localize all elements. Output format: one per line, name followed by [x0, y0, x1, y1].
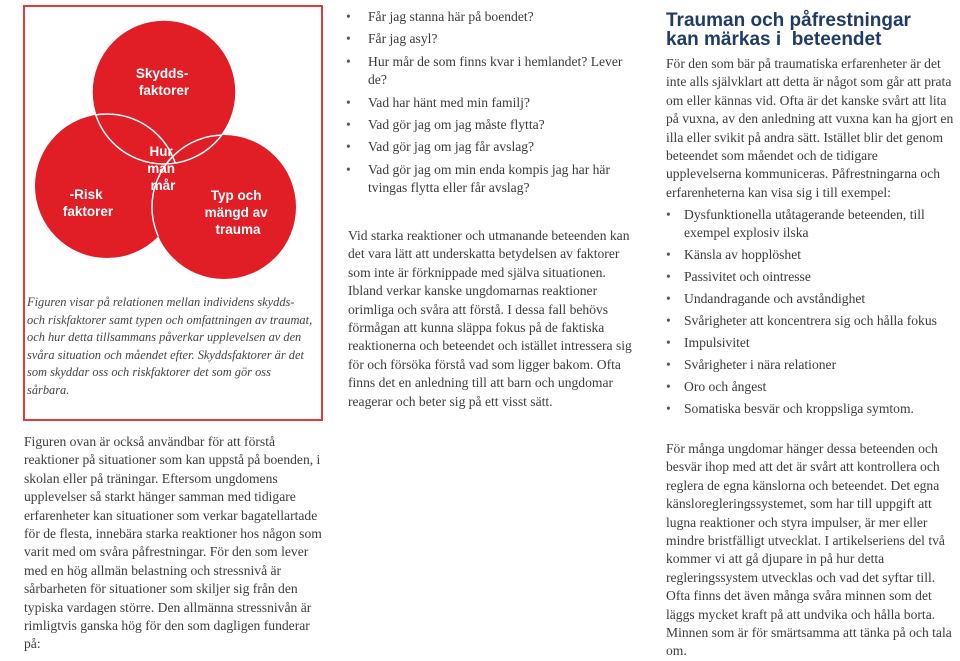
list-item: • Vad gör jag om jag måste flytta?: [340, 116, 640, 134]
list-item: • Somatiska besvär och kroppsliga symtom.: [666, 400, 958, 418]
list-item: • Vad gör jag om min enda kompis jag har här tvingas flytta eller får avslag?: [340, 161, 640, 198]
list-item: • Passivitet och ointresse: [666, 268, 958, 286]
list-item: • Impulsivitet: [666, 334, 958, 352]
list-item: • Vad gör jag om jag får avslag?: [340, 138, 640, 156]
list-item: • Dysfunktionella utåtagerande beteenden, till exempel explosiv ilska: [666, 206, 958, 243]
column1-paragraph: Figuren ovan är också användbar för att förstå reaktioner på situationer som kan uppstå på boenden, i skolan eller på träningar. Eftersom ungdomens upplevelser så starkt hänger samman med tidigare erfarenheter kan situationer som verkar bagatellartade för de flesta, innebära starka reaktioner hos någon som varit med om svåra påfrestningar. För den som lever med en hög allmän belastning och stressnivå är sårbarheten för situationer som skiljer sig från den typiska vardagen större. Den allmänna stressnivån är rimligtvis ganska hög för den som dagligen funderar på:: [24, 434, 322, 652]
list-item: • Får jag stanna här på boendet?: [340, 8, 640, 26]
venn-label-center: Hur man mår: [147, 144, 176, 193]
list-item: • Känsla av hopplöshet: [666, 246, 958, 264]
list-item: • Oro och ångest: [666, 378, 958, 396]
venn-label-risk: -Risk faktorer: [62, 187, 114, 219]
venn-label-trauma: Typ och mängd av trauma: [204, 188, 268, 237]
column2-paragraph: Vid starka reaktioner och utmanande beteenden kan det vara lätt att underskatta betydelsen av faktorer som inte är förknippade med själva situationen. Ibland verkar kanske ungdomarnas reaktioner orimliga och svåra att förstå. I dessa fall behövs förmågan att kunna släppa fokus på de faktiska reaktionerna och beteendet och istället intressera sig för och försöka förstå vad som ligger bakom. Ofta finns det en anledning till att barn och ungdomar reagerar och beter sig på ett visst sätt.: [348, 228, 632, 409]
venn-label-protective: Skydds- faktorer: [135, 66, 190, 98]
signs-list: [666, 206, 958, 422]
heading-line-1: Trauman och påfrestningar: [666, 10, 911, 31]
venn-diagram: [0, 0, 330, 300]
section-heading: [666, 11, 956, 49]
list-item: • Svårigheter i nära relationer: [666, 356, 958, 374]
figure-caption: Figuren visar på relationen mellan individens skydds- och riskfaktorer samt typen och omfattningen av traumat, och hur detta tillsammans påverkar upplevelsen av den svåra situation och måendet efter. Skyddsfaktorer är det som skyddar oss och riskfaktorer det som gör oss sårbara.: [27, 295, 313, 397]
column3-closing: För många ungdomar hänger dessa beteenden och besvär ihop med att det är svårt att kontrollera och reglera de egna känslorna och beteendet. Det egna känsloregleringssystemet, som har till uppgift att lugna reaktioner och styra impulser, är mer eller mindre bristfälligt utvecklat. I artikelseriens del två kommer vi att gå djupare in på hur detta regleringssystem utvecklas och vad det syftar till. Ofta finns det även många svåra minnen som det läggs mycket kraft på att undvika och hålla borta. Minnen som är för smärtsamma att tänka på och tala om.: [666, 441, 952, 659]
list-item: • Svårigheter att koncentrera sig och hålla fokus: [666, 312, 958, 330]
questions-list: [340, 8, 640, 202]
column3-intro: För den som bär på traumatiska erfarenheter är det inte alls självklart att detta är något som går att prata om eller kännas vid. Ofta är det kanske svårt att lita på vuxna, av den anledning att vuxna kan ha gjort en illa eller svikit på andra sätt. Istället blir det genom beteendet som måendet och de tidigare upplevelserna kommuniceras. Påfrestningarna och erfarenheterna kan visa sig i till exempel:: [666, 56, 954, 200]
list-item: • Vad har hänt med min familj?: [340, 94, 640, 112]
list-item: • Får jag asyl?: [340, 30, 640, 48]
list-item: • Hur mår de som finns kvar i hemlandet? Lever de?: [340, 53, 640, 90]
heading-line-2: kan märkas i beteendet: [666, 29, 882, 50]
list-item: • Undandragande och avståndighet: [666, 290, 958, 308]
